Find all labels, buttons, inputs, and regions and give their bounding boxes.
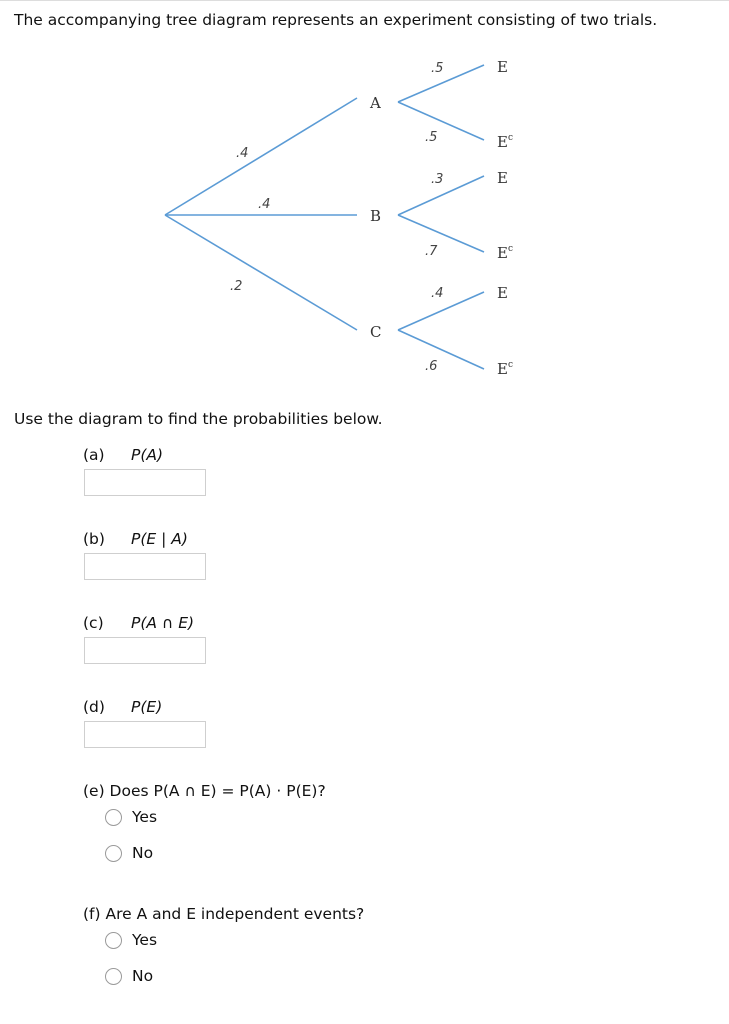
tree-diagram xyxy=(0,0,729,390)
part-d-label xyxy=(83,698,162,716)
part-b-expr: P(E | A) xyxy=(131,530,188,548)
prob-c: .2 xyxy=(230,279,243,294)
branch-c-ec xyxy=(398,330,484,369)
part-a-label xyxy=(83,446,163,464)
answer-c-input[interactable] xyxy=(84,637,206,664)
prob-a: .4 xyxy=(236,146,249,161)
radio-f-yes[interactable] xyxy=(105,932,122,949)
intro-text: The accompanying tree diagram represents an experiment consisting of two trials. xyxy=(14,11,658,29)
prob-c-ec: .6 xyxy=(425,359,438,374)
part-c-expr: P(A ∩ E) xyxy=(131,614,195,632)
outcome-c-ec: $E^c$ xyxy=(497,360,513,378)
part-c-label xyxy=(83,614,194,632)
answer-b-input[interactable] xyxy=(84,553,206,580)
part-a-letter: (a) xyxy=(83,446,105,464)
part-a-expr: P(A) xyxy=(131,446,164,464)
option-label: Yes xyxy=(132,808,158,826)
node-b: B xyxy=(370,207,382,225)
prob-b: .4 xyxy=(258,197,271,212)
question-e-option-no[interactable] xyxy=(105,844,153,862)
radio-f-no[interactable] xyxy=(105,968,122,985)
instruction-text: Use the diagram to find the probabilities below. xyxy=(14,410,383,428)
prob-c-e: .4 xyxy=(431,286,444,301)
question-e-text: (e) Does P(A ∩ E) = P(A) · P(E)? xyxy=(83,782,326,800)
radio-e-yes[interactable] xyxy=(105,809,122,826)
outcome-b-ec: $E^c$ xyxy=(497,244,513,262)
branch-b-ec xyxy=(398,215,484,252)
question-e-option-yes[interactable] xyxy=(105,808,157,826)
answer-d-input[interactable] xyxy=(84,721,206,748)
outcome-c-e: E xyxy=(497,284,508,302)
branch-root-c xyxy=(165,215,357,330)
part-d-letter: (d) xyxy=(83,698,105,716)
option-label: Yes xyxy=(132,931,158,949)
part-c-letter: (c) xyxy=(83,614,104,632)
outcome-b-e: E xyxy=(497,169,508,187)
part-d-expr: P(E) xyxy=(131,698,163,716)
part-b-label xyxy=(83,530,188,548)
prob-b-e: .3 xyxy=(431,172,444,187)
part-b-letter: (b) xyxy=(83,530,105,548)
question-f-text: (f) Are A and E independent events? xyxy=(83,905,365,923)
tree-branches xyxy=(165,65,484,369)
prob-a-e: .5 xyxy=(431,61,444,76)
option-label: No xyxy=(132,844,154,862)
node-c: C xyxy=(370,323,382,341)
prob-b-ec: .7 xyxy=(425,244,438,259)
outcome-a-e: E xyxy=(497,58,508,76)
radio-e-no[interactable] xyxy=(105,845,122,862)
outcome-a-ec: $E^c$ xyxy=(497,133,513,151)
prob-a-ec: .5 xyxy=(425,130,438,145)
question-f-option-yes[interactable] xyxy=(105,931,157,949)
option-label: No xyxy=(132,967,154,985)
answer-a-input[interactable] xyxy=(84,469,206,496)
question-f-option-no[interactable] xyxy=(105,967,153,985)
node-a: A xyxy=(370,94,381,112)
branch-a-ec xyxy=(398,102,484,140)
